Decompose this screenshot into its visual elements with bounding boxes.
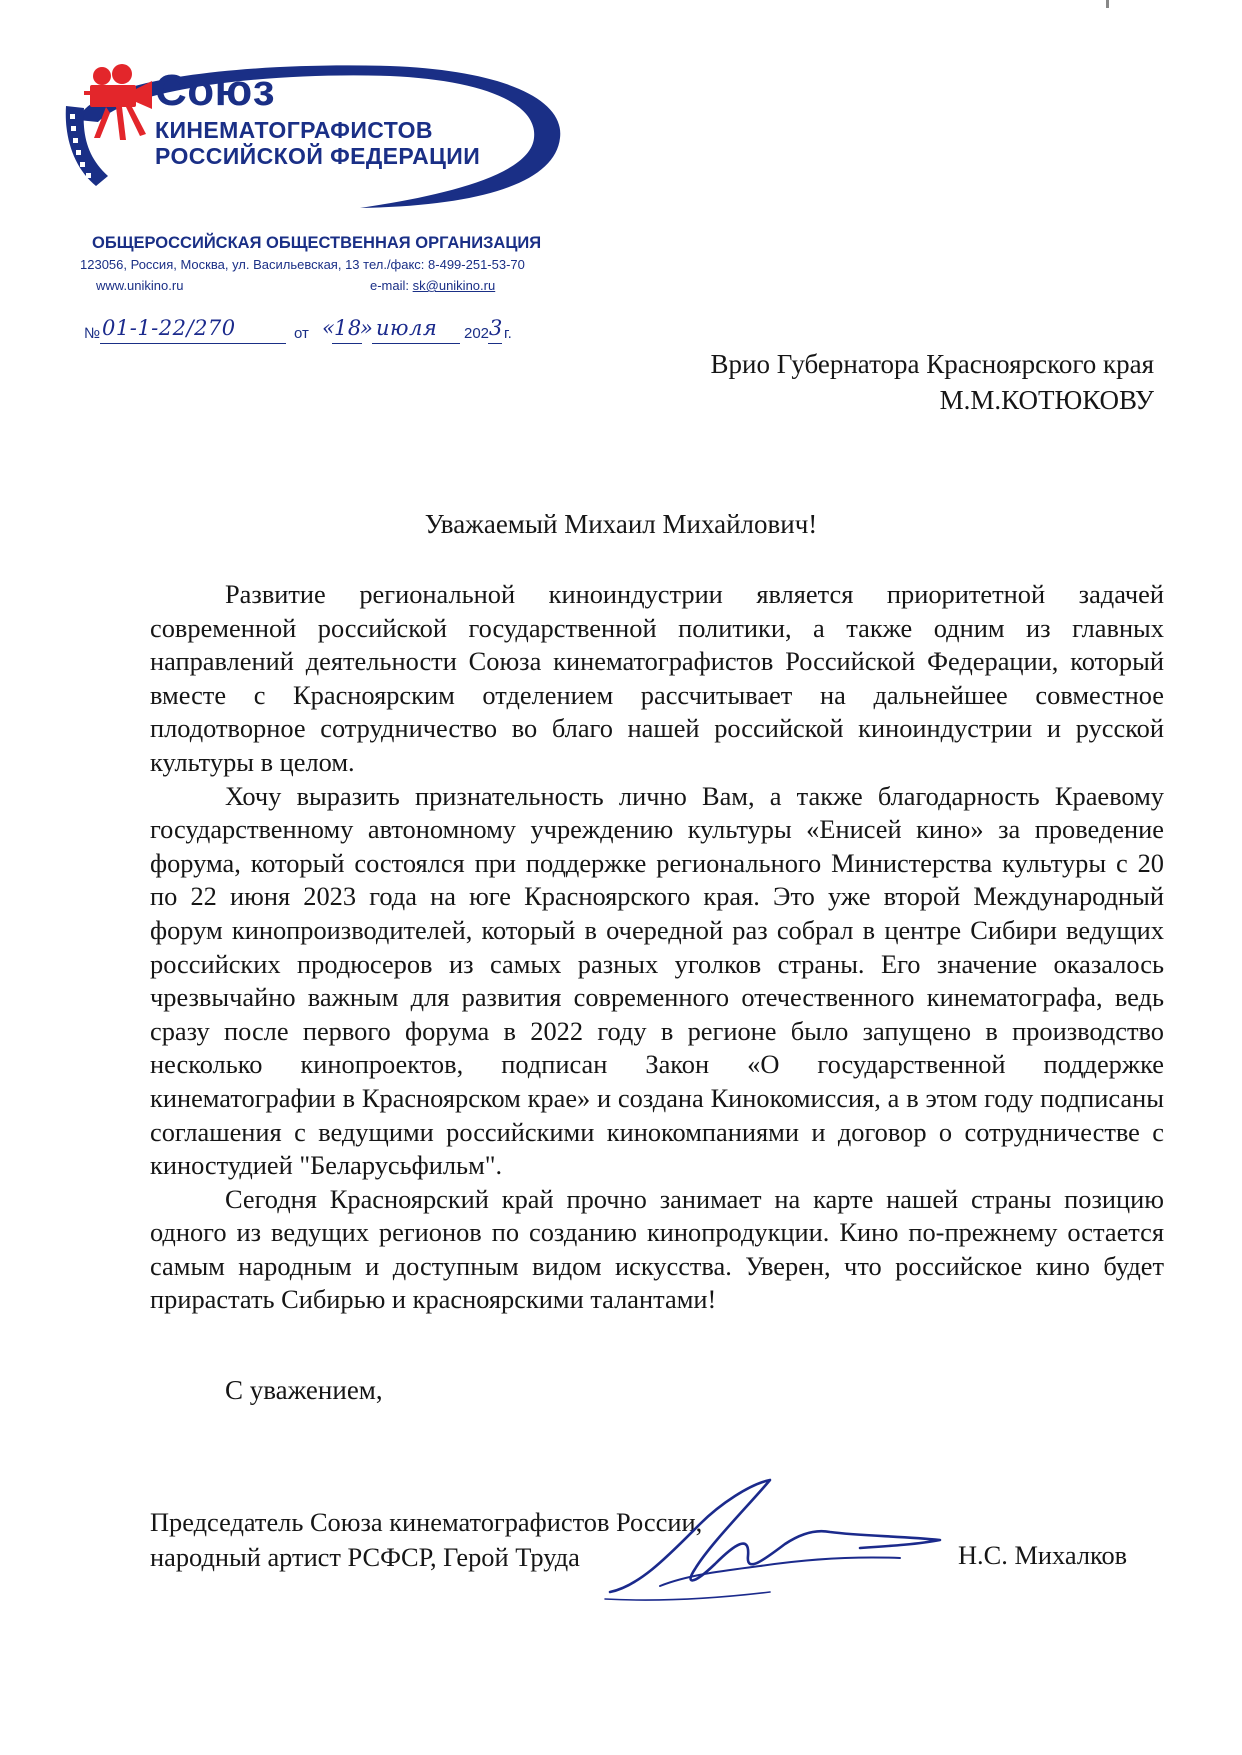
email-row (370, 278, 495, 293)
signer-title-line-2: народный артист РСФСР, Герой Труда (150, 1542, 580, 1572)
closing: С уважением, (225, 1375, 383, 1405)
ref-year-prefix: 202 (464, 325, 490, 342)
ref-date-day: 18 (334, 316, 362, 340)
signer-name: Н.С. Михалков (958, 1540, 1128, 1570)
ref-year-suffix: 3 (489, 316, 503, 340)
reference-line (84, 318, 534, 348)
signer-title-line-1: Председатель Союза кинематографистов России, (150, 1507, 703, 1537)
scan-mark (1106, 0, 1109, 8)
email-label: e-mail: (370, 278, 410, 293)
ref-date-close-quote: » (360, 316, 374, 340)
website-link[interactable]: www.unikino.ru (96, 278, 184, 293)
salutation: Уважаемый Михаил Михайлович! (424, 509, 818, 539)
organization-address: 123056, Россия, Москва, ул. Васильевская, 13 тел./факс: 8-499-251-53-70 (80, 257, 525, 272)
ref-date-month: июля (376, 316, 438, 340)
ref-date-open-quote: « (322, 316, 336, 340)
ref-number-label: № (84, 325, 101, 342)
ref-number-value: 01-1-22/270 (102, 316, 236, 340)
addressee-name: М.М.КОТЮКОВУ (939, 385, 1154, 415)
logo-subtitle-1: КИНЕМАТОГРАФИСТОВ (155, 117, 433, 143)
logo-title: Союз (155, 66, 276, 115)
addressee-block (711, 346, 1154, 418)
paragraph: Хочу выразить признательность лично Вам, а также благодарность Краевому государственному автономному учреждению культуры «Енисей кино» за проведение форума, который состоялся при поддержке регионального Министерства культуры с 20 по 22 июня 2023 года на юге Красноярского края. Это уже второй Международный форум кинопроизводителей, который в очередной раз собрал в центре Сибири ведущих российских продюсеров из самых разных уголков страны. Его значение оказалось чрезвычайно важным для развития современного отечественного кинематографа, ведь сразу после первого форума в 2022 году в регионе было запущено в производство несколько кинопроектов, подписан Закон «О государственной поддержке кинематографии в Красноярском крае» и создана Кинокомиссия, а в этом году подписаны соглашения с ведущими российскими кинокомпаниями и договор о сотрудничестве с киностудией "Беларусьфильм". (150, 780, 1164, 1181)
email-link[interactable]: sk@unikino.ru (412, 278, 496, 293)
logo-subtitle-2: РОССИЙСКОЙ ФЕДЕРАЦИИ (155, 143, 481, 169)
paragraph: Развитие региональной киноиндустрии является приоритетной задачей современной российской государственной политики, а также одним из главных направлений деятельности Союза кинематографистов Российской Федерации, который вместе с Красноярским отделением рассчитывает на дальнейшее совместное плодотворное сотрудничество во благо нашей российской киноиндустрии и русской культуры в целом. (150, 579, 1164, 777)
organization-type: ОБЩЕРОССИЙСКАЯ ОБЩЕСТВЕННАЯ ОРГАНИЗАЦИЯ (92, 234, 542, 252)
paragraph: Сегодня Красноярский край прочно занимает на карте нашей страны позицию одного из ведущих регионов по созданию кинопродукции. Кино по-прежнему остается самым народным и доступным видом искусства. Уверен, что российское кино будет прирастать Сибирью и красноярскими талантами! (150, 1183, 1164, 1315)
ref-from-label: от (294, 325, 309, 342)
addressee-position: Врио Губернатора Красноярского края (710, 349, 1154, 379)
signature-image (600, 1474, 960, 1604)
film-camera-icon (84, 64, 152, 140)
letter-body (150, 578, 1164, 1317)
ref-year-label: г. (504, 325, 512, 342)
